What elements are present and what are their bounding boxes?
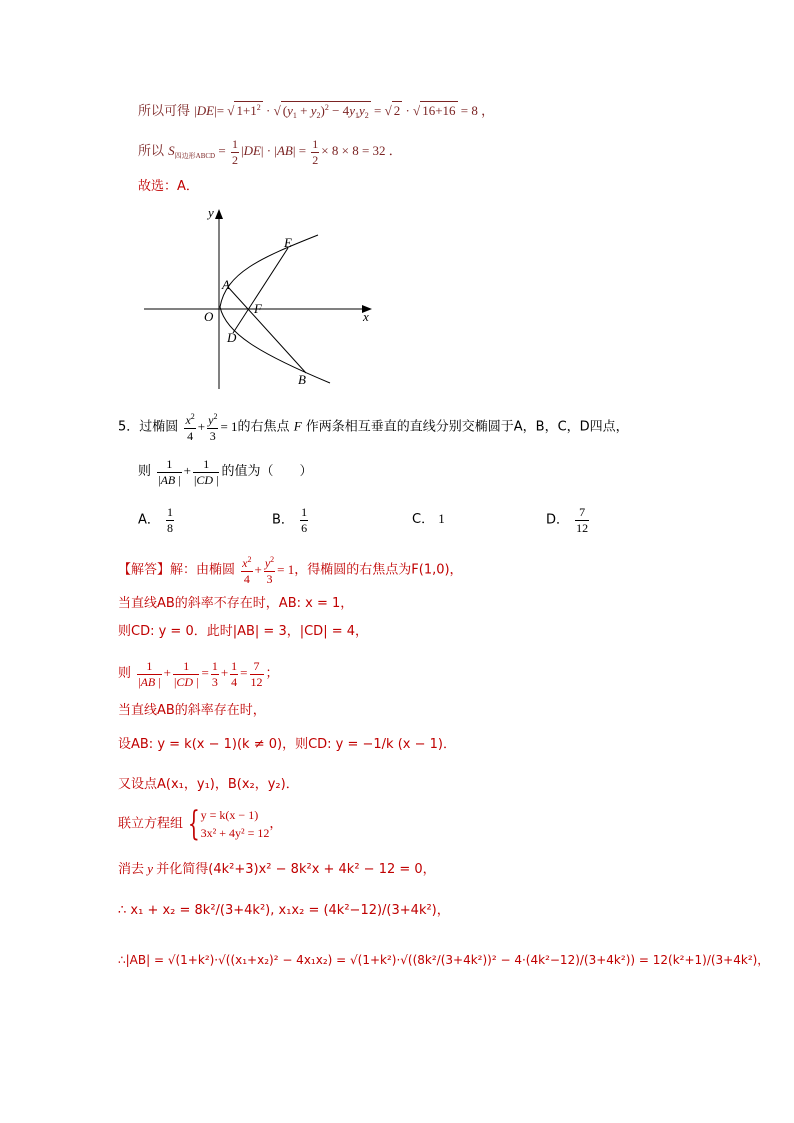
option-a[interactable]: A． $\frac{1}{8}$ bbox=[138, 505, 174, 535]
solution-line9: 消去 y 并化简得(4k²+3)x² − 8k²x + 4k² − 12 = 0， bbox=[118, 861, 436, 877]
solution-line2: 当直线AB的斜率不存在时，AB: x = 1， bbox=[118, 596, 354, 611]
solution-line10: ∴ x₁ + x₂ = 8k²/(3+4k²), x₁x₂ = (4k²−12)/(3+4k²)， bbox=[118, 903, 450, 918]
de-label: 所以可得 bbox=[138, 104, 191, 119]
solution-line4: 则 $\frac{1}{|AB |}$ + $\frac{1}{|CD |}$ = $\frac{1}{3}$ + $\frac{1}{4}$ = $\frac{7}{12}$ ； bbox=[118, 659, 279, 689]
origin-label: O bbox=[204, 309, 214, 324]
chord-ab bbox=[228, 287, 306, 373]
area-label: 所以 bbox=[138, 144, 165, 160]
question-number: 5． bbox=[118, 419, 140, 435]
solution-line1: 【解答】解：由椭圆 $\frac{x^2}{4}$ + $\frac{y^2}{3}$ = 1，得椭圆的右焦点为F(1,0)， bbox=[118, 555, 463, 586]
option-d[interactable]: D． $\frac{7}{12}$ bbox=[546, 505, 589, 535]
solution-line11: ∴|AB| = √(1+k²)·√((x₁+x₂)² − 4x₁x₂) = √(1+k²)·√((8k²/(3+4k²))² − 4·(4k²−12)/(3+4k²)) = 12(k²+1)/(3+4k²)， bbox=[118, 953, 770, 967]
option-c[interactable]: C． 1 bbox=[412, 511, 445, 527]
y-axis-arrow-icon bbox=[215, 209, 223, 219]
parabola-figure bbox=[140, 203, 380, 393]
de-length-line: 所以可得 |DE|= √ $1+1^2$ · √ $(y_1 + y_2)^2 - 4y_1y_2$ = √ 2 · √ 16+16 = 8 ， bbox=[138, 103, 495, 120]
solution-line6: 设AB: y = k(x − 1)(k ≠ 0)，则CD: y = −1/k (x − 1)． bbox=[118, 737, 456, 752]
point-b-label: B bbox=[298, 372, 306, 387]
answer-line: 故选：A． bbox=[138, 179, 199, 194]
area-line: 所以 $S_{四边形ABCD}$ = $\frac{1}{2}$ |DE| · |AB| = $\frac{1}{2}$ × 8 × 8 = 32 ． bbox=[138, 137, 402, 167]
question-5-line2: 则 $\frac{1}{|AB |}$ + $\frac{1}{|CD |}$ 的值为（ ） bbox=[138, 457, 313, 487]
solution-line7: 又设点A(x₁，y₁)，B(x₂，y₂)． bbox=[118, 777, 299, 792]
question-5-line1: 5．过椭圆 $\frac{x^2}{4}$ + $\frac{y^2}{3}$ = 1的右焦点 F 作两条相互垂直的直线分别交椭圆于A，B，C，D四点， bbox=[118, 412, 629, 443]
solution-tag: 【解答】 bbox=[118, 562, 171, 578]
solution-line8: 联立方程组 { y = k(x − 1) 3x² + 4y² = 12 ， bbox=[118, 804, 283, 844]
option-b[interactable]: B． $\frac{1}{6}$ bbox=[272, 505, 308, 535]
point-e-label: E bbox=[284, 235, 292, 250]
solution-line3: 则CD: y = 0．此时|AB| = 3，|CD| = 4， bbox=[118, 624, 368, 639]
area-subscript: 四边形ABCD bbox=[174, 152, 216, 161]
y-label: y bbox=[208, 205, 214, 220]
point-a-label: A bbox=[222, 277, 230, 292]
solution-line5: 当直线AB的斜率存在时， bbox=[118, 703, 266, 718]
x-label: x bbox=[363, 309, 369, 324]
point-d-label: D bbox=[227, 330, 237, 345]
point-f-label: F bbox=[254, 301, 262, 316]
